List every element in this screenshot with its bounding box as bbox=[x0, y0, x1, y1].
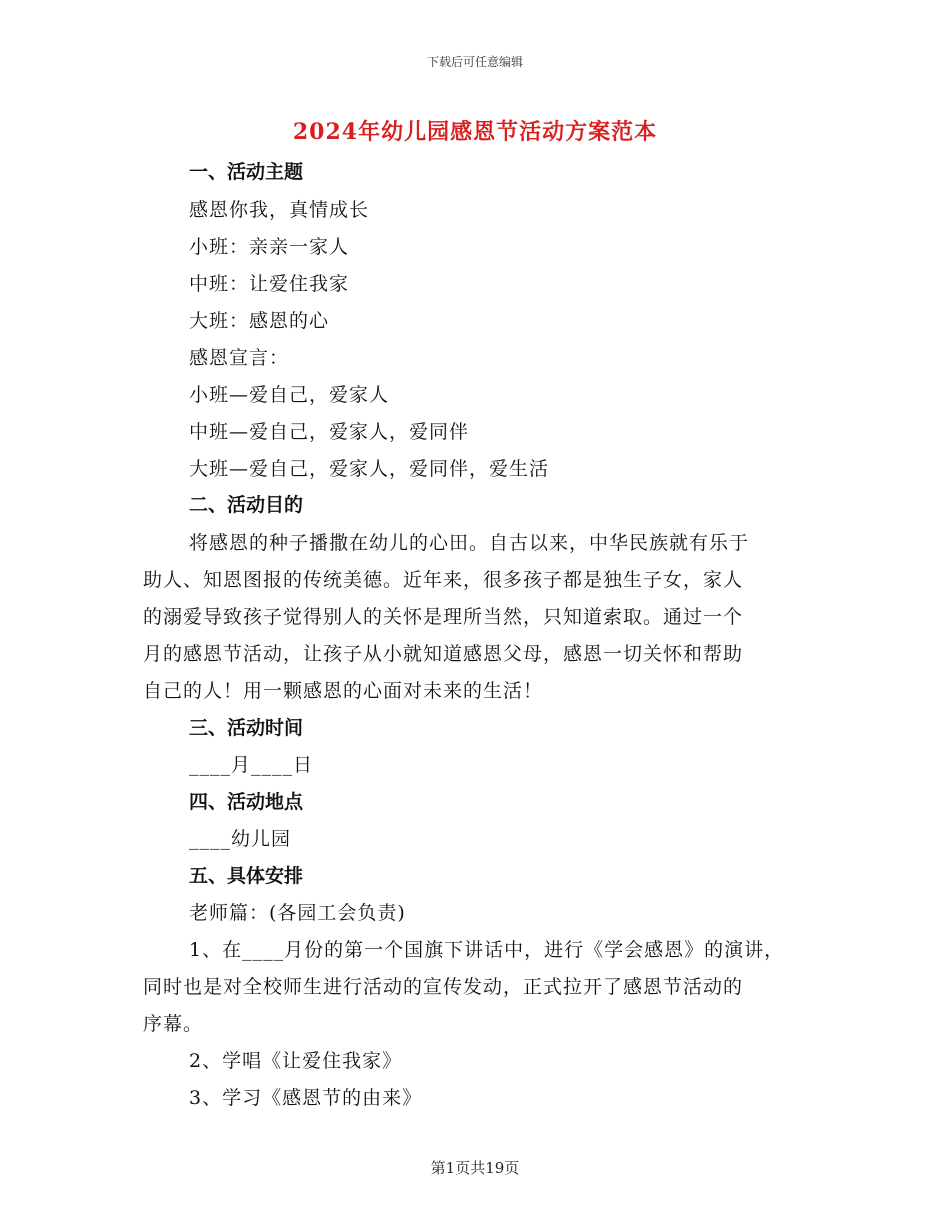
paragraph-line: 中班：让爱住我家 bbox=[189, 273, 350, 295]
section-heading-arrangement: 五、具体安排 bbox=[189, 865, 304, 887]
page-footer: 第1页共19页 bbox=[430, 1159, 520, 1177]
paragraph-line: 助人、知恩图报的传统美德。近年来，很多孩子都是独生子女，家人 bbox=[143, 569, 744, 591]
paragraph-line: 小班—爱自己，爱家人 bbox=[189, 384, 390, 406]
paragraph-line: 大班：感恩的心 bbox=[189, 310, 330, 332]
paragraph-line: 将感恩的种子播撒在幼儿的心田。自古以来，中华民族就有乐于 bbox=[189, 532, 750, 554]
paragraph-line: 1、在____月份的第一个国旗下讲话中，进行《学会感恩》的演讲， bbox=[189, 939, 785, 961]
section-heading-theme: 一、活动主题 bbox=[189, 161, 304, 183]
paragraph-line: 感恩宣言： bbox=[189, 347, 290, 369]
paragraph-line: 月的感恩节活动，让孩子从小就知道感恩父母，感恩一切关怀和帮助 bbox=[143, 643, 744, 665]
paragraph-line: 老师篇：(各园工会负责) bbox=[189, 902, 406, 924]
paragraph-line: ____幼儿园 bbox=[189, 828, 292, 850]
paragraph-line: ____月____日 bbox=[189, 754, 314, 776]
document-title: 2024年幼儿园感恩节活动方案范本 bbox=[292, 119, 658, 145]
paragraph-line: 的溺爱导致孩子觉得别人的关怀是理所当然，只知道索取。通过一个 bbox=[143, 606, 744, 628]
paragraph-line: 感恩你我，真情成长 bbox=[189, 199, 370, 221]
paragraph-line: 中班—爱自己，爱家人，爱同伴 bbox=[189, 421, 470, 443]
paragraph-line: 2、学唱《让爱住我家》 bbox=[189, 1050, 403, 1072]
paragraph-line: 自己的人！用一颗感恩的心面对未来的生活！ bbox=[143, 680, 544, 702]
paragraph-line: 小班：亲亲一家人 bbox=[189, 236, 350, 258]
section-heading-purpose: 二、活动目的 bbox=[189, 494, 304, 516]
section-heading-location: 四、活动地点 bbox=[189, 791, 304, 813]
paragraph-line: 大班—爱自己，爱家人，爱同伴，爱生活 bbox=[189, 458, 550, 480]
page-header: 下载后可任意编辑 bbox=[426, 55, 523, 69]
paragraph-line: 3、学习《感恩节的由来》 bbox=[189, 1087, 423, 1109]
paragraph-line: 同时也是对全校师生进行活动的宣传发动，正式拉开了感恩节活动的 bbox=[143, 976, 744, 998]
paragraph-line: 序幕。 bbox=[143, 1013, 204, 1035]
section-heading-time: 三、活动时间 bbox=[189, 717, 304, 739]
